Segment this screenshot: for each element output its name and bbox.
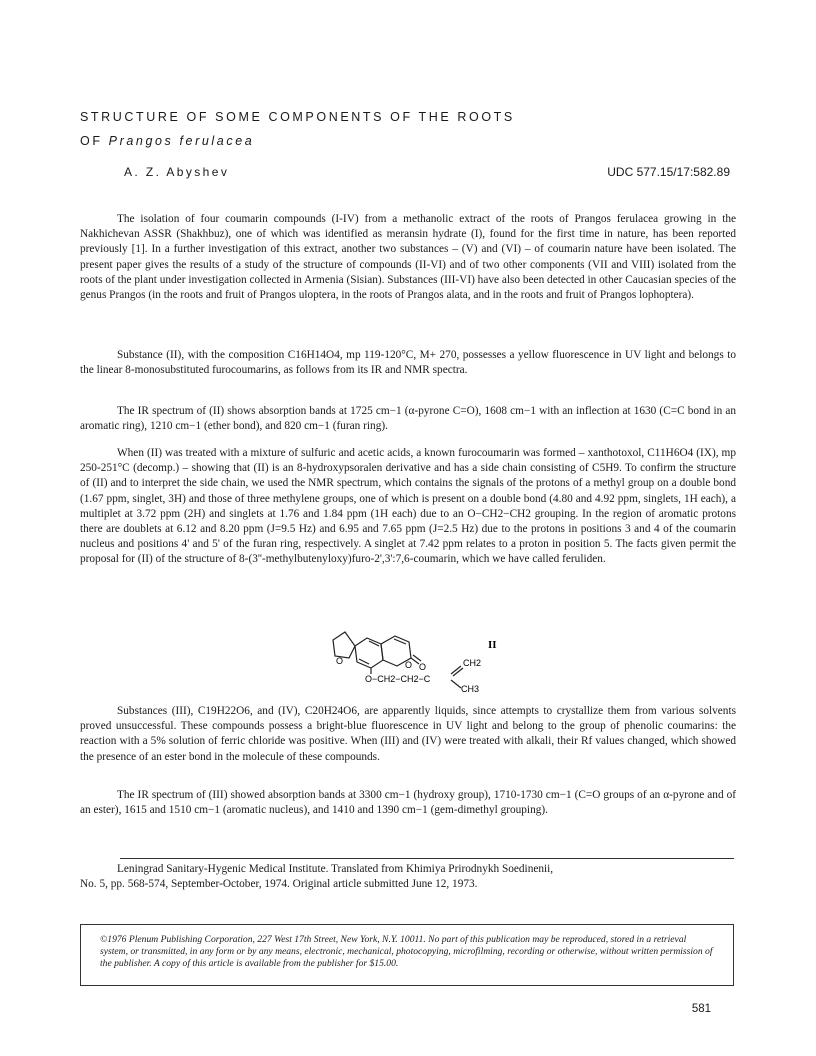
copyright-notice: ©1976 Plenum Publishing Corporation, 227 West 17th Street, New York, N.Y. 10011. No part of this publication may be reproduced, stored in a retrieval system, or transmitted, in any form or by any means, electronic, mechanical, photocopying, microfilming, recording or otherwise, without written permission of the publisher. A copy of this article is available from the publisher for $15.00. xyxy=(100,934,713,970)
footnote-line-2: No. 5, pp. 568-574, September-October, 1974. Original article submitted June 12, 1973. xyxy=(80,878,478,891)
chemical-structure-feruliden xyxy=(323,618,513,696)
furan-ring xyxy=(333,632,355,658)
side-chain: O−CH2−CH2−C xyxy=(365,674,431,684)
page-number: 581 xyxy=(691,1003,711,1015)
paragraph-3-text: The IR spectrum of (II) shows absorption bands at 1725 cm−1 (α-pyrone C=O), 1608 cm−1 with an inflection at 1630 (C=C bond in an aromatic ring), 1210 cm−1 (ether bond), and 820 cm−1 (furan ring). xyxy=(80,405,736,433)
affiliation-footnote xyxy=(80,862,736,892)
title-prefix: OF xyxy=(80,134,109,148)
paragraph-3 xyxy=(80,404,736,434)
methyl-group: CH3 xyxy=(461,684,480,694)
udc-code: UDC 577.15/17:582.89 xyxy=(607,165,730,179)
paragraph-1 xyxy=(80,212,736,303)
paragraph-6 xyxy=(80,788,736,818)
title-species: Prangos ferulacea xyxy=(108,134,255,148)
paper-title-line-1: STRUCTURE OF SOME COMPONENTS OF THE ROOTS xyxy=(80,110,515,124)
pyrone-oxygen: O xyxy=(405,660,413,670)
paragraph-2 xyxy=(80,348,736,378)
carbonyl-oxygen: O xyxy=(419,662,427,672)
paragraph-5 xyxy=(80,704,736,765)
methylene-group: CH2 xyxy=(463,658,482,668)
paragraph-5-text: Substances (III), C19H22O6, and (IV), C20H24O6, are apparently liquids, since attempts to crystallize them from various solvents proved unsuccessful. These compounds possess a bright-blue fluorescence in UV light and belong to the group of phenolic coumarins: the reaction with a 5% solution of ferric chloride was positive. When (III) and (IV) were treated with alkali, their Rf values changed, which showed the presence of an ester bond in the molecule of these compounds. xyxy=(80,705,736,763)
footnote-divider xyxy=(120,858,734,859)
paragraph-6-text: The IR spectrum of (III) showed absorption bands at 3300 cm−1 (hydroxy group), 1710-1730 cm−1 (C=O groups of an α-pyrone and of an ester), 1615 and 1510 cm−1 (aromatic nucleus), and 1410 and 1390 cm−1 (gem-dimethyl grouping). xyxy=(80,789,736,817)
paper-title-line-2 xyxy=(80,134,254,148)
author: A. Z. Abyshev xyxy=(124,165,230,179)
furan-oxygen: O xyxy=(336,656,344,666)
footnote-line-1: Leningrad Sanitary-Hygenic Medical Institute. Translated from Khimiya Prirodnykh Soedinenii, xyxy=(117,863,554,875)
paragraph-1-text: The isolation of four coumarin compounds (I-IV) from a methanolic extract of the roots of Prangos ferulacea growing in the Nakhichevan ASSR (Shakhbuz), one of which was identified as meransin hydrate (I), found for the first time in nature, has been reported previously [1]. In a further investigation of this extract, another two substances – (V) and (VI) – of coumarin nature have been isolated. The present paper gives the results of a study of the structure of compounds (II-VI) and of two other components (VII and VIII) isolated from the roots of the plant under investigation collected in Armenia (Sisian). Substances (III-VI) have also been detected in other Caucasian species of the genus Prangos (in the roots and fruit of Prangos uloptera, in the roots of Prangos alata, and in the roots and fruit of Prangos lophoptera). xyxy=(80,213,736,302)
paragraph-2-text: Substance (II), with the composition C16H14O4, mp 119-120°C, M+ 270, possesses a yellow fluorescence in UV light and belongs to the linear 8-monosubstituted furocoumarins, as follows from its IR and NMR spectra. xyxy=(80,349,736,377)
paragraph-4 xyxy=(80,446,736,568)
compound-label: II xyxy=(488,639,497,651)
paragraph-4-text: When (II) was treated with a mixture of sulfuric and acetic acids, a known furocoumarin was formed – xanthotoxol, C11H6O4 (IX), mp 250-251°C (decomp.) – showing that (II) is an 8-hydroxypsoralen derivative and has a side chain consisting of C5H9. To confirm the structure of (II) and to interpret the side chain, we used the NMR spectrum, which contains the signals of the protons of a methyl group on a double bond (1.67 ppm, singlet, 3H) and those of three methylene groups, one of which is present on a double bond (4.80 and 4.92 ppm, singlets, 1H each), a multiplet at 3.72 ppm (2H) and singlets at 1.76 and 1.84 ppm (1H each) due to an O−CH2−CH2 grouping. In the region of aromatic protons there are doublets at 6.12 and 8.20 ppm (J=9.5 Hz) and 6.95 and 7.65 ppm (J=2.5 Hz) due to the protons in positions 3 and 4 of the coumarin nucleus and positions 4' and 5' of the furan ring, respectively. A singlet at 7.42 ppm relates to a proton in position 5. The facts given permit the proposal for (II) of the structure of 8-(3''-methylbutenyloxy)furo-2',3':7,6-coumarin, which we have called feruliden. xyxy=(80,447,736,566)
